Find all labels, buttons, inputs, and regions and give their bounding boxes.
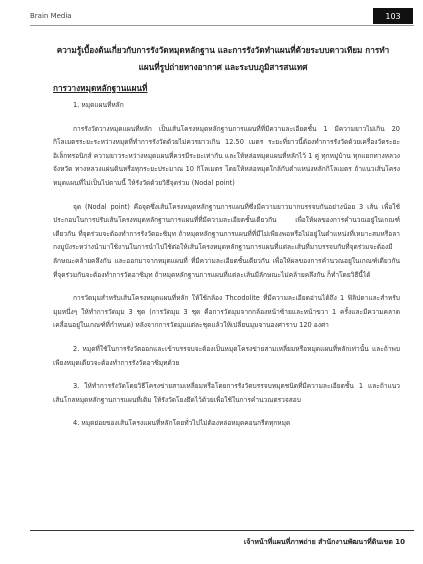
header-brand: Brain Media — [30, 12, 72, 20]
paragraph: การรังวัดวางหมุดแผนที่หลัก เป็นเส้นโครงหมุดหลักฐานการแผนที่ที่มีความละเอียดชั้น 1 มีความยาวไม่เกิน 20 กิโลเมตรระยะระหว่างหมุดที่ทำการรังวัดด้วยไม่ควรยาวเกิน 12.50 เมตร ระยะที่ยาวนี้ต้องทำการรังวัดด้วยเครื่องวัดระยะอิเล็กทรอนิกส์ ความยาวระหว่างหมุดแผนที่ควรมีระยะเท่ากัน และให้หล่อหมุดแผนที่หลักไว้ 1 คู่ ทุกหมู่บ้าน ทุกแยกทางหลวงจังหวัด ทางหลวงแผ่นดินหรือทุกระยะประมาณ 10 กิโลเมตร โดยให้หล่อหมุดใกล้กับตำแหน่งหลักกิโลเมตร ถ้าแนวเส้นโครงหมุดแผนที่ไม่เป็นไปตามนี้ ให้รังวัดด้วยวิธีจุดร่วม (Nodal point) — [53, 124, 400, 187]
header-divider — [30, 25, 414, 26]
footer-text: เจ้าหน้าที่แผนที่ภาพถ่าย สำนักงานพัฒนาที่ดินเขต 10 — [243, 538, 405, 546]
paragraph: 4. หมุดย่อยของเส้นโครงแผนที่หลักโดยทั่วไปไม่ต้องหล่อหมุดคอนกรีตทุกหมุด — [73, 419, 291, 428]
paragraph: จุด (Nodal point) คือจุดซึ่งเส้นโครงหมุดหลักฐานการแผนที่ซึ่งมีความยาวมากบรรจบกันอย่างน้อย 3 เส้น เพื่อใช้ประกอบในการปรับเส้นโครงหมุดหลักฐานการแผนที่ที่มีความละเอียดชั้นเดียวกัน เพื่อให้ผลของการคำนวณอยู่ในเกณฑ์เดียวกัน ที่จุดร่วมจะต้องทำการรังวัดอะซิมุท ถ้าหมุดหลักฐานการแผนที่ที่มีไม่เพียงพอหรือไม่อยู่ในตำแหน่งที่เหมาะสมหรือลากงมูบังระหว่างนำมาใช้งานในการนำไปใช้ต่อให้เส้นโครงหมุดหลักฐานการแผนที่แต่ละเส้นที่มาบรรจบกับที่จุดร่วมจะต้องมีลักษณะคล้ายคลึงกัน และออกมาจากหมุดแผนที่ ที่มีความละเอียดชั้นเดียวกัน เพื่อให้ผลของการคำนวณอยู่ในเกณฑ์เดียวกัน ที่จุดร่วมกันจะต้องทำการวัดอาซิมุท ถ้าหมุดหลักฐานการแผนที่แต่ละเส้นมีลักษณะไม่คล้ายคลึงกัน ก็ทำโดยวิธีนี้ได้ — [53, 202, 400, 279]
page-number: 103 — [385, 11, 401, 21]
chapter-title: ความรู้เบื้องต้นเกี่ยวกับการรังวัดหมุดหลักฐาน และการรังวัดทำแผนที่ด้วยระบบดาวเทียม การทำแผนที่รูปถ่ายทางอากาศ และระบบภูมิสารสนเทศ — [56, 45, 390, 72]
paragraph: 3. ให้ทำการรังวัดโดยวิธีโครงข่ายสามเหลี่ยมหรือโดยการรังวัดบรรจบหมุดชนิดที่มีความละเอียดชั้น 1 และถ้าแนวเส้นโกลหมุดหลักฐานการแผนที่เดิม ให้รังวัดโยงยึดไว้ด้วยเพื่อใช้ในการคำนวณตรวจสอบ — [53, 382, 400, 404]
page-number-badge — [373, 8, 413, 24]
footer-divider — [30, 530, 414, 531]
paragraph: 1. หมุดแผนที่หลัก — [73, 101, 124, 109]
section-heading: การวางหมุดหลักฐานแผนที่ — [53, 83, 148, 93]
paragraph: 2. หมุดที่ใช้ในการรังวัดออกและเข้าบรรจบจะต้องเป็นหมุดโครงข่ายสามเหลี่ยมหรือหมุดแผนที่หลักเท่านั้น และถ้าพบเพียงหมุดเดียวจะต้องทำการรังวัดอาซิมุทด้วย — [53, 344, 400, 367]
paragraph: การวัดมุมสำหรับเส้นโครงหมุดแผนที่หลัก ให้ใช้กล้อง Thcodolite ที่มีความละเอียดอ่านได้ถึง 1 ฟิลิปดาและสำหรับมุมหนึ่งๆ ให้ทำการวัดมุม 3 ชุด (การวัดมุม 3 ชุด คือการวัดมุมจากกล้องหน้าซ้ายและหน้าขวา 1 ครั้งและมีความคลาดเคลื่อนอยู่ในเกณฑ์ที่กำหนด) หลังจากการวัดมุมแต่ละชุดแล้วให้เปลี่ยนมุมจานองศาราบ 120 องศา — [53, 294, 400, 330]
body-content — [53, 99, 400, 441]
